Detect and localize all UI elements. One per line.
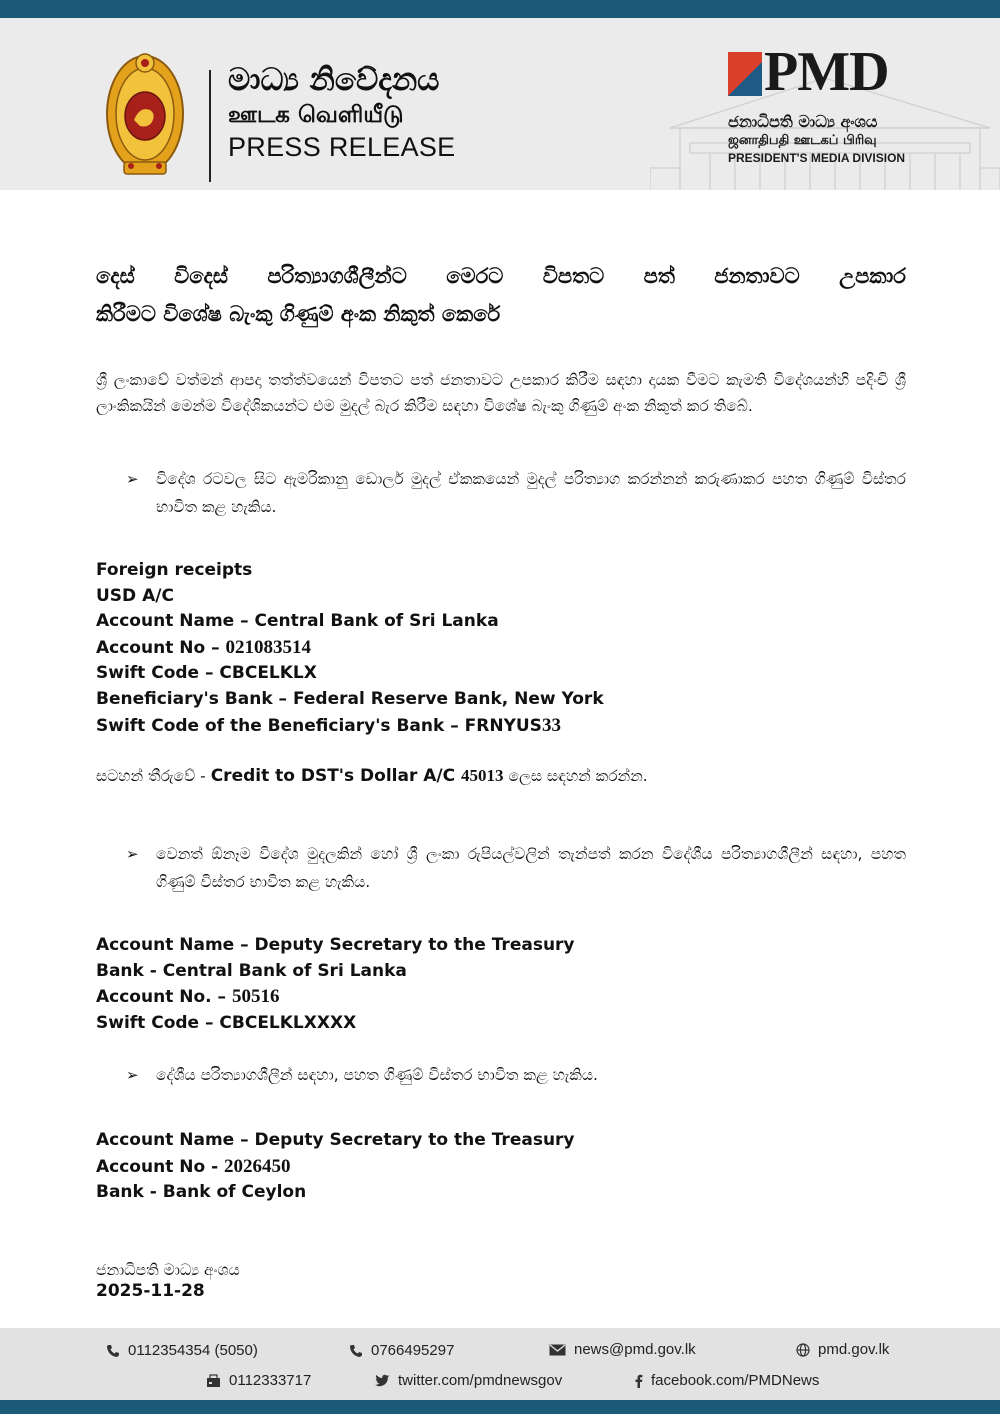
pmd-name-english: PRESIDENT'S MEDIA DIVISION: [728, 151, 906, 165]
headline-line-2: කිරීමට විශේෂ බැංකු ගිණුම් අංක නිකුත් කෙරේ: [96, 302, 501, 326]
treasury-boc-account-details: [96, 1128, 575, 1206]
title-tamil: ஊடக வெளியீடு: [228, 102, 404, 128]
contact-footer: [0, 1328, 1000, 1400]
envelope-icon: [549, 1344, 566, 1356]
top-color-bar: [0, 0, 1000, 18]
pmd-logo-mark: [728, 52, 762, 96]
header-divider: [209, 70, 211, 182]
pmd-name-tamil: ஜனாதிபதி ஊடகப் பிரிவு: [728, 133, 877, 148]
bullet-usd-donors: [126, 465, 906, 521]
title-english: PRESS RELEASE: [228, 132, 456, 162]
pmd-logo-text: PMD: [764, 41, 889, 103]
twitter-icon: [375, 1374, 390, 1387]
beneficiary-bank: Beneficiary's Bank – Federal Reserve Bank, New York: [96, 688, 604, 709]
arrow-bullet-icon: ➢: [126, 845, 139, 863]
swift-code: Swift Code – CBCELKLXXXX: [96, 1012, 357, 1033]
twitter-link[interactable]: twitter.com/pmdnewsgov: [375, 1372, 562, 1389]
treasury-cbsl-account-details: [96, 933, 575, 1036]
bullet-text: දේශීය පරිත්‍යාගශීලීන් සඳහා, පහත ගිණුම් විස්තර භාවිත කළ හැකිය.: [156, 1066, 598, 1084]
bullet-other-currency-donors: [126, 840, 906, 896]
email-link[interactable]: news@pmd.gov.lk: [549, 1341, 696, 1358]
bullet-text: වෙනත් ඕනෑම විදේශ මුදලකින් හෝ ශ්‍රී ලංකා රුපියල්වලින් තැන්පත් කරන විදේශීය පරිත්‍යාගශීලීන් සඳහා, පහත ගිණුම් විස්තර භාවිත කළ හැකිය.: [156, 845, 906, 891]
swift-code: Swift Code – CBCELKLX: [96, 663, 317, 684]
title-sinhala: මාධ්‍ය නිවේදනය: [228, 62, 440, 98]
account-number: Account No – 021083514: [96, 636, 311, 658]
phone-icon: [349, 1344, 363, 1358]
account-name: Account Name – Deputy Secretary to the Treasury: [96, 935, 575, 955]
fax-icon: [206, 1374, 221, 1388]
foreign-account-details: [96, 558, 604, 739]
globe-icon: [796, 1343, 810, 1357]
usd-ac-label: USD A/C: [96, 585, 174, 606]
intro-paragraph: ශ්‍රී ලංකාවේ වත්මන් ආපදා තත්ත්වයෙන් විපතට පත් ජනතාවට උපකාර කිරීම සඳහා දායක වීමට කැමති විදේශයන්හි පදිංචි ශ්‍රී ලාංකිකයින් මෙන්ම විදේශිකයන්ට එම මුදල් බැර කිරීම සඳහා විශේෂ බැංකු ගිණුම් අංක නිකුත් කර තිබේ.: [96, 371, 906, 415]
foreign-receipts-label: Foreign receipts: [96, 560, 253, 580]
phone-icon: [106, 1344, 120, 1358]
reference-note: සටහන් තීරුවේ - Credit to DST's Dollar A/C 45013 ලෙස සඳහන් කරන්න.: [96, 766, 648, 786]
headline-line-1: දෙස් විදෙස් පරිත්‍යාගශීලීන්ට මෙරට විපතට පත් ජනතාවට උපකාර: [96, 264, 906, 288]
bullet-text: විදේශ රටවල සිට ඇමරිකානු ඩොලර් මුදල් ඒකකයෙන් මුදල් පරිත්‍යාග කරන්නන් කරුණාකර පහත ගිණුම් විස්තර භාවිත කළ හැකිය.: [156, 470, 906, 516]
phone-2[interactable]: 0766495297: [349, 1342, 454, 1359]
pmd-name-sinhala: ජනාධිපති මාධ්‍ය අංශය: [728, 112, 878, 131]
website-link[interactable]: pmd.gov.lk: [796, 1341, 889, 1358]
facebook-link[interactable]: facebook.com/PMDNews: [634, 1372, 819, 1389]
phone-1[interactable]: 0112354354 (5050): [106, 1342, 258, 1359]
account-name: Account Name – Deputy Secretary to the Treasury: [96, 1130, 575, 1150]
facebook-icon: [634, 1374, 643, 1388]
release-date: 2025-11-28: [96, 1281, 205, 1301]
account-number: Account No. – 50516: [96, 986, 280, 1008]
bank-name: Bank - Central Bank of Sri Lanka: [96, 960, 407, 981]
sri-lanka-emblem: [104, 50, 186, 182]
letterhead: [0, 18, 1000, 190]
account-name: Account Name – Central Bank of Sri Lanka: [96, 611, 499, 632]
account-number: Account No - 2026450: [96, 1155, 291, 1177]
arrow-bullet-icon: ➢: [126, 1066, 139, 1084]
bullet-local-donors: [126, 1061, 906, 1089]
bank-name: Bank - Bank of Ceylon: [96, 1182, 307, 1203]
bottom-color-bar: [0, 1400, 1000, 1414]
fax-number[interactable]: 0112333717: [206, 1372, 311, 1389]
arrow-bullet-icon: ➢: [126, 470, 139, 488]
beneficiary-swift-code: Swift Code of the Beneficiary's Bank – FRNYUS33: [96, 714, 561, 736]
signature-department: ජනාධිපති මාධ්‍ය අංශය: [96, 1261, 240, 1279]
